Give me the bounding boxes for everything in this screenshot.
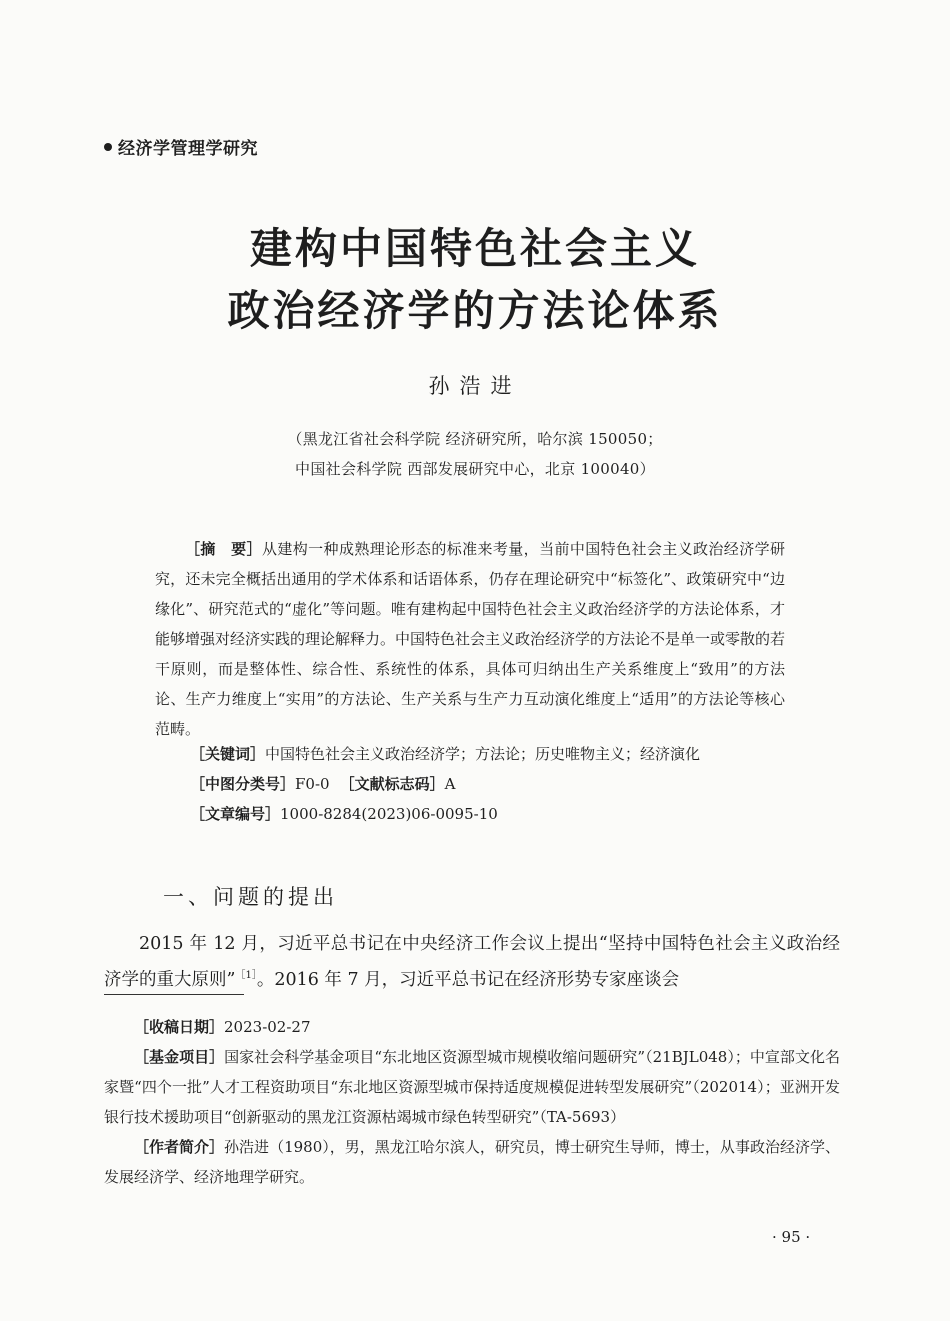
author-bio-label: ［作者简介］ bbox=[134, 1138, 225, 1156]
abstract-label: ［摘 要］ bbox=[185, 540, 262, 558]
keywords-label: ［关键词］ bbox=[190, 745, 266, 763]
article-id-value: 1000-8284(2023)06-0095-10 bbox=[280, 805, 498, 823]
footnote-divider bbox=[104, 994, 244, 995]
footnote-author bbox=[104, 1132, 840, 1192]
affiliation-line-2: 中国社会科学院 西部发展研究中心，北京 100040） bbox=[295, 460, 655, 478]
received-label: ［收稿日期］ bbox=[134, 1018, 225, 1036]
fund-value: 国家社会科学基金项目“东北地区资源型城市规模收缩问题研究”（21BJL048）；中宣部文化名家暨“四个一批”人才工程资助项目“东北地区资源型城市保持适度规模促进转型发展研究”（202014）；亚洲开发银行技术援助项目“创新驱动的黑龙江资源枯竭城市绿色转型研究”（TA-5693） bbox=[104, 1048, 840, 1126]
author-name: 孙浩进 bbox=[428, 374, 522, 398]
title-line-1: 建构中国特色社会主义 bbox=[249, 224, 700, 273]
doc-code-value: A bbox=[444, 775, 456, 793]
body-text-part1: 2015 年 12 月，习近平总书记在中央经济工作会议上提出“坚持中国特色社会主义政治经济学的重大原则” bbox=[104, 934, 840, 990]
bullet-icon bbox=[104, 143, 112, 151]
footnotes bbox=[104, 1012, 840, 1192]
affiliation-line-1: （黑龙江省社会科学院 经济研究所，哈尔滨 150050； bbox=[287, 430, 663, 448]
abstract bbox=[155, 534, 785, 744]
clc-value: F0-0 bbox=[295, 775, 330, 793]
section-tag bbox=[104, 134, 258, 159]
author-bio-value: 孙浩进（1980），男，黑龙江哈尔滨人，研究员，博士研究生导师，博士，从事政治经济学、发展经济学、经济地理学研究。 bbox=[104, 1138, 840, 1186]
article-id bbox=[190, 803, 498, 824]
citation-ref[interactable]: ［1］ bbox=[235, 970, 257, 981]
received-value: 2023-02-27 bbox=[224, 1018, 311, 1036]
fund-label: ［基金项目］ bbox=[134, 1048, 225, 1066]
keywords bbox=[190, 743, 700, 764]
body-text-part2: 。2016 年 7 月，习近平总书记在经济形势专家座谈会 bbox=[256, 969, 680, 990]
classification bbox=[190, 773, 455, 794]
clc-label: ［中图分类号］ bbox=[190, 775, 296, 793]
abstract-text: 从建构一种成熟理论形态的标准来考量，当前中国特色社会主义政治经济学研究，还未完全概括出通用的学术体系和话语体系，仍存在理论研究中“标签化”、政策研究中“边缘化”、研究范式的“虚化”等问题。唯有建构起中国特色社会主义政治经济学的方法论体系，才能够增强对经济实践的理论解释力。中国特色社会主义政治经济学的方法论不是单一或零散的若干原则，而是整体性、综合性、系统性的体系，具体可归纳出生产关系维度上“致用”的方法论、生产力维度上“实用”的方法论、生产关系与生产力互动演化维度上“适用”的方法论等核心范畴。 bbox=[155, 540, 786, 738]
section-label: 经济学管理学研究 bbox=[118, 139, 258, 159]
body-paragraph bbox=[104, 928, 840, 996]
keywords-text: 中国特色社会主义政治经济学；方法论；历史唯物主义；经济演化 bbox=[265, 745, 701, 763]
footnote-fund bbox=[104, 1042, 840, 1132]
doc-code-label: ［文献标志码］ bbox=[339, 775, 445, 793]
page-number: · 95 · bbox=[772, 1228, 811, 1246]
footnote-received bbox=[104, 1012, 840, 1042]
title-line-2: 政治经济学的方法论体系 bbox=[227, 286, 723, 335]
article-id-label: ［文章编号］ bbox=[190, 805, 281, 823]
section-heading: 一、问题的提出 bbox=[163, 885, 338, 909]
